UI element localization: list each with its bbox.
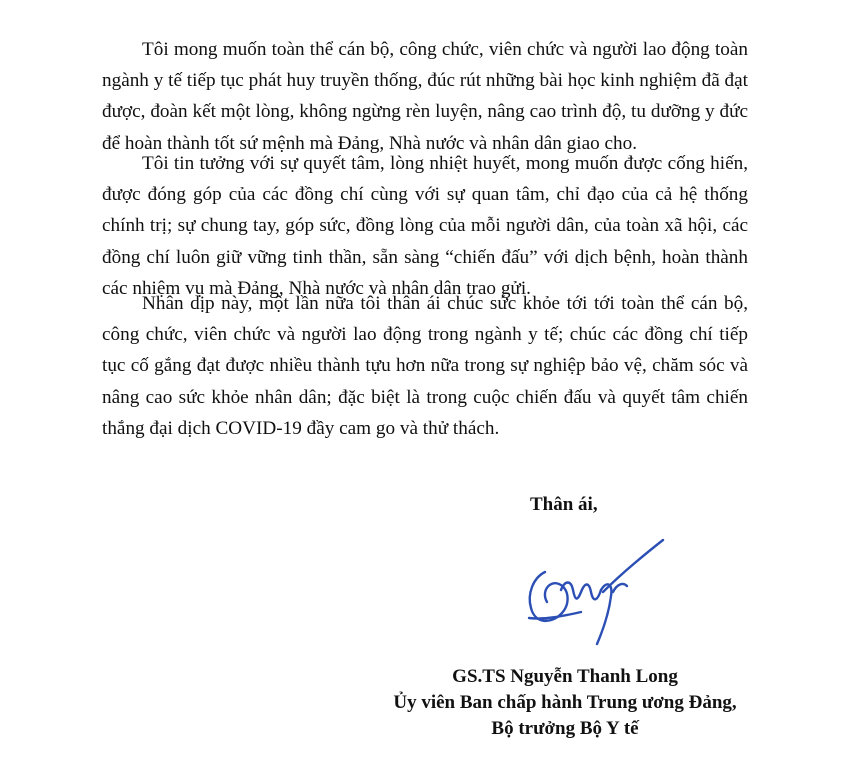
signer-title-line-1: Ủy viên Ban chấp hành Trung ương Đảng, — [393, 692, 737, 713]
letter-paragraph-2: Tôi tin tưởng với sự quyết tâm, lòng nhiệt huyết, mong muốn được cống hiến, được đóng góp của các đồng chí cùng với sự quan tâm, chỉ đạo của cả hệ thống chính trị; sự chung tay, góp sức, đồng lòng của mỗi người dân, của toàn xã hội, các đồng chí luôn giữ vững tinh thần, sẵn sàng “chiến đấu” với dịch bệnh, hoàn thành các nhiệm vụ mà Đảng, Nhà nước và nhân dân trao gửi. — [102, 153, 748, 299]
handwritten-signature — [505, 532, 675, 652]
letter-paragraph-1: Tôi mong muốn toàn thể cán bộ, công chức, viên chức và người lao động toàn ngành y tế tiếp tục phát huy truyền thống, đúc rút những bài học kinh nghiệm đã đạt được, đoàn kết một lòng, không ngừng rèn luyện, nâng cao trình độ, tu dưỡng y đức để hoàn thành tốt sứ mệnh mà Đảng, Nhà nước và nhân dân giao cho. — [102, 39, 748, 154]
signer-title-line-2: Bộ trưởng Bộ Y tế — [491, 718, 639, 739]
letter-paragraph-3: Nhân dịp này, một lần nữa tôi thân ái chúc sức khỏe tới tới toàn thể cán bộ, công chức, viên chức và người lao động trong ngành y tế; chúc các đồng chí tiếp tục cố gắng đạt được nhiều thành tựu hơn nữa trong sự nghiệp bảo vệ, chăm sóc và nâng cao sức khỏe nhân dân; đặc biệt là trong cuộc chiến đấu và quyết tâm chiến thắng đại dịch COVID-19 đầy cam go và thử thách. — [102, 293, 748, 439]
closing-salutation: Thân ái, — [530, 494, 598, 515]
signer-name: GS.TS Nguyễn Thanh Long — [452, 666, 678, 687]
